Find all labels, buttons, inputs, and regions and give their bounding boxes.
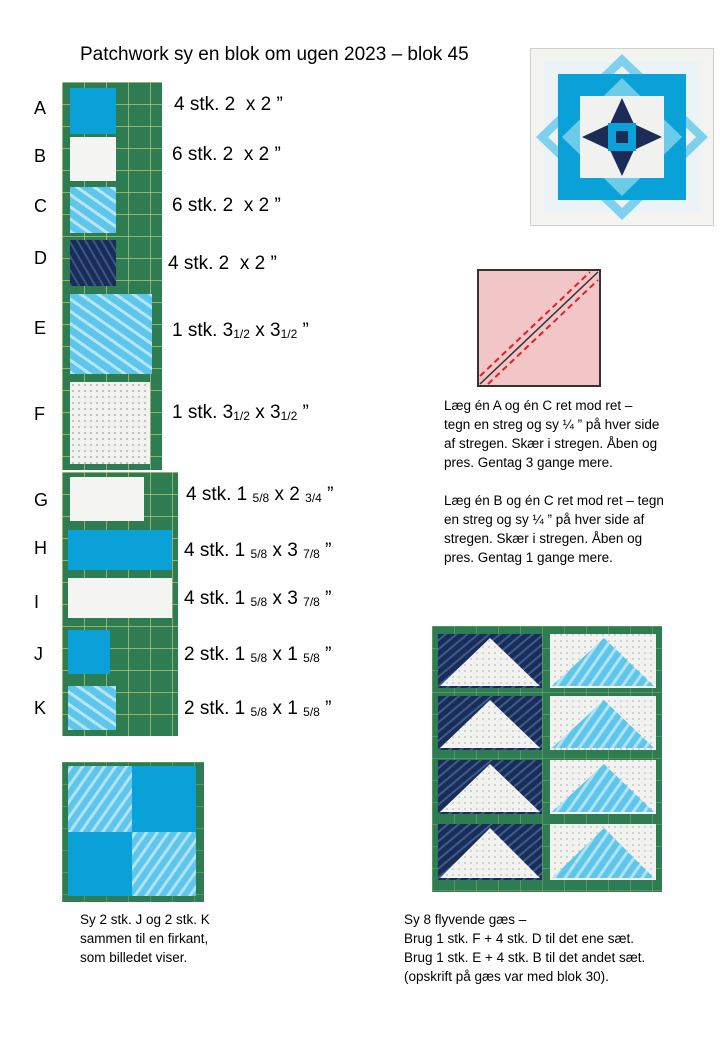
instructions-four-patch: Sy 2 stk. J og 2 stk. K sammen til en firkant, som billedet viser.: [80, 912, 210, 965]
instructions-flying-geese: Sy 8 flyvende gæs – Brug 1 stk. F + 4 stk. D til det ene sæt. Brug 1 stk. E + 4 stk. B til det andet sæt. (opskrift på gæs var med blok 30).: [404, 912, 646, 984]
dimension-f: 1 stk. $3_{1/2}$ x $3_{1/2}$ ”: [172, 402, 309, 423]
piece-letter: D: [34, 248, 47, 268]
piece-letter: E: [34, 318, 47, 338]
dimension-e: 1 stk. $3_{1/2}$ x $3_{1/2}$ ”: [172, 320, 309, 341]
piece-letter: H: [34, 538, 47, 558]
dimension-d: 4 stk. 2 x 2 ”: [168, 253, 277, 274]
piece-letter: B: [34, 146, 47, 166]
flying-geese-photo: [432, 626, 662, 892]
dimension-i: 4 stk. 1 $_{5/8}$ x 3 $_{7/8}$ ”: [184, 588, 332, 609]
four-patch-photo: [62, 762, 204, 902]
hst-diagram: [476, 268, 602, 388]
dimension-k: 2 stk. 1 $_{5/8}$ x 1 $_{5/8}$ ”: [184, 698, 332, 719]
dimension-g: 4 stk. 1 $_{5/8}$ x 2 $_{3/4}$ ”: [186, 484, 334, 505]
swatch-h: [68, 530, 172, 570]
swatch-g: [70, 477, 144, 521]
dimension-c: 6 stk. 2 x 2 ”: [172, 195, 281, 216]
dimension-b: 6 stk. 2 x 2 ”: [172, 144, 281, 165]
instructions-hst: Læg én A og én C ret mod ret – tegn en streg og sy ¼ ” på hver side af stregen. Skær i stregen. Åben og pres. Gentag 3 gange mere. Læg én B og én C ret mod ret – tegn en streg og sy ¼ ” på hver side af stregen. Skær i stregen. Åben og pres. Gentag 1 gange mere.: [444, 398, 664, 565]
piece-letter: F: [34, 404, 45, 424]
swatch-i: [68, 578, 172, 618]
finished-block-photo: [530, 48, 714, 226]
piece-letter: A: [34, 98, 47, 118]
dimension-h: 4 stk. 1 $_{5/8}$ x 3 $_{7/8}$ ”: [184, 540, 332, 561]
swatch-j: [68, 630, 110, 674]
piece-letter: J: [34, 644, 43, 664]
piece-letter: I: [34, 592, 40, 612]
dimension-j: 2 stk. 1 $_{5/8}$ x 1 $_{5/8}$ ”: [184, 644, 332, 665]
swatch-f: [70, 382, 150, 464]
page-title: Patchwork sy en blok om ugen 2023 – blok 45: [80, 44, 469, 65]
dimension-a: 4 stk. 2 x 2 ”: [174, 94, 283, 115]
swatch-d: [70, 240, 116, 286]
piece-letter: G: [34, 490, 49, 510]
piece-letter: C: [34, 196, 47, 216]
swatch-c: [70, 187, 116, 233]
swatch-b: [70, 137, 116, 181]
piece-letter: K: [34, 698, 47, 718]
swatch-a: [70, 88, 116, 134]
swatch-k: [68, 686, 116, 730]
swatch-e: [70, 294, 152, 374]
